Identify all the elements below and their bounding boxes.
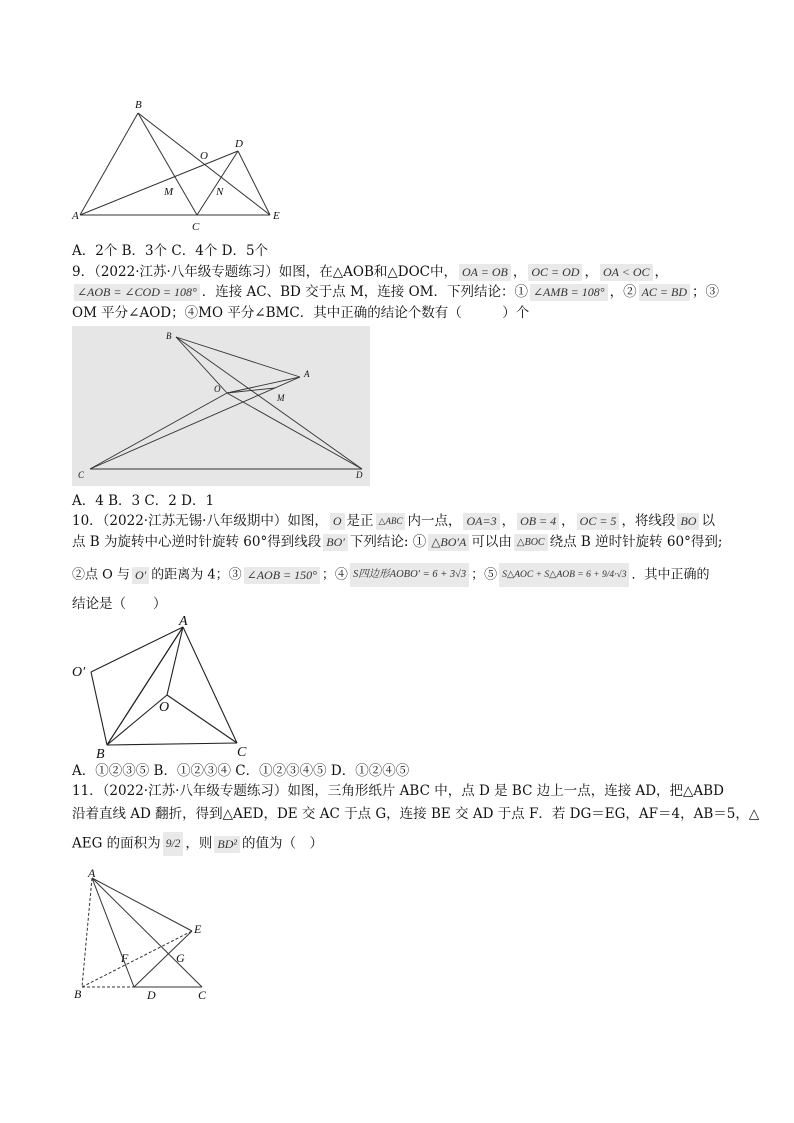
q11-label-c: C xyxy=(198,988,207,1002)
q9-geometry-diagram xyxy=(72,326,370,486)
q10-text-1c: 内一点， xyxy=(407,513,462,529)
q10-math-abc: △ABC xyxy=(376,513,406,530)
q10-line-4: 结论是（ ） xyxy=(72,596,167,612)
q8-label-m: M xyxy=(164,186,174,198)
q9-label-b: B xyxy=(166,331,172,341)
q10-label-a: A xyxy=(179,614,188,629)
q10-math-ob: OB = 4 xyxy=(517,513,559,530)
q10-math-angle-aob: ∠AOB = 150° xyxy=(244,567,320,584)
q8-options: A．2个 B．3个 C．4个 D．5个 xyxy=(72,243,269,259)
q9-label-c: C xyxy=(78,470,85,480)
q11-text-3c: 的值为（ ） xyxy=(241,835,323,852)
q10-label-b: B xyxy=(96,747,105,762)
q10-math-oc: OC = 5 xyxy=(577,513,620,530)
q9-label-o: O xyxy=(214,384,221,394)
q11-label-g: G xyxy=(176,951,185,965)
q10-line-1: 10．（2022·江苏无锡·八年级期中）如图， O 是正 △ABC 内一点， OA=3 ， OB = 4 ， OC = 5 ，将线段 BO 以 xyxy=(72,513,715,529)
q10-line-2 xyxy=(72,533,722,551)
q11-line-2: 沿着直线 AD 翻折，得到△AED，DE 交 AC 于点 G，连接 BE 交 AD 于点 F．若 DG＝EG，AF＝4，AB＝5，△ xyxy=(72,806,760,822)
q9-math-amb: ∠AMB = 108° xyxy=(530,284,608,301)
q9-label-m: M xyxy=(277,393,285,403)
q11-line-3 xyxy=(72,832,323,856)
q11-label-d: D xyxy=(147,988,156,1002)
q10-text-1b: 是正 xyxy=(346,513,374,529)
q10-label-o-prime: O′ xyxy=(72,665,86,680)
q10-line-3 xyxy=(72,563,710,587)
q9-line-3: OM 平分∠AOD；④MO 平分∠BMC．其中正确的结论个数有（ ）个 xyxy=(72,305,530,321)
q9-figure xyxy=(72,326,370,486)
q9-math-oc-od: OC = OD xyxy=(528,264,582,281)
q11-figure xyxy=(70,865,220,1005)
q10-text-3e: ．其中正确的 xyxy=(631,567,710,583)
q9-text-2b: ，② xyxy=(609,284,637,300)
q8-label-a: A xyxy=(72,210,79,222)
q10-text-3a: ②点 O 与 xyxy=(72,567,130,583)
q10-text-3d: ；⑤ xyxy=(471,567,498,583)
q9-math-angles: ∠AOB = ∠COD = 108° xyxy=(74,284,200,301)
q10-text-1e: 以 xyxy=(701,513,715,529)
q11-label-b: B xyxy=(74,987,82,1001)
q11-label-e: E xyxy=(194,922,202,936)
q10-math-o-prime: O′ xyxy=(132,567,149,584)
q9-label-d: D xyxy=(356,470,363,480)
q10-text-2c: 可以由 xyxy=(471,534,512,550)
q10-math-bo-prime: BO′ xyxy=(323,534,348,551)
q10-math-area-quad: S四边形AOBO′ = 6 + 3√3 xyxy=(350,563,469,587)
q11-math-bd-squared: BD² xyxy=(214,836,240,853)
q9-text-2c: ；③ xyxy=(692,284,720,300)
q9-math-ac-bd: AC = BD xyxy=(639,284,690,301)
q10-text-2b: 下列结论: ① xyxy=(349,534,427,550)
q11-geometry-diagram xyxy=(70,865,220,1005)
q8-label-o: O xyxy=(200,150,208,162)
q9-stem-text: 9．（2022·江苏·八年级专题练习）如图，在△AOB和△DOC中， xyxy=(72,264,457,280)
q9-line-1: 9．（2022·江苏·八年级专题练习）如图，在△AOB和△DOC中， OA = OB ， OC = OD ， OA < OC ， xyxy=(72,264,669,280)
q11-line-1: 11．（2022·江苏·八年级专题练习）如图，三角形纸片 ABC 中，点 D 是 BC 边上一点，连接 AD，把△ABD xyxy=(72,783,724,799)
q10-text-2a: 点 B 为旋转中心逆时针旋转 60°得到线段 xyxy=(72,534,322,550)
q10-text-3b: 的距离为 4；③ xyxy=(151,567,242,583)
q10-text-1d: ，将线段 xyxy=(621,513,676,529)
q8-label-n: N xyxy=(216,186,224,198)
q10-geometry-diagram xyxy=(70,614,260,762)
q10-label-o: O xyxy=(159,700,170,715)
q10-options: A．①②③⑤ B．①②③④ C．①②③④⑤ D．①②④⑤ xyxy=(72,763,410,779)
q10-math-tri-boc: △BOC xyxy=(514,534,548,551)
q10-stem-text: 10．（2022·江苏无锡·八年级期中）如图， xyxy=(72,513,328,529)
q11-label-f: F xyxy=(121,951,129,965)
q8-figure xyxy=(70,95,290,235)
q8-label-c: C xyxy=(192,221,200,233)
q10-math-area-sum: S△AOC + S△AOB = 6 + 9/4·√3 xyxy=(499,563,629,587)
q9-label-a: A xyxy=(304,369,310,379)
q8-label-d: D xyxy=(235,138,243,150)
q10-text-2d: 绕点 B 逆时针旋转 60°得到; xyxy=(549,534,723,550)
q9-math-oa-lt-oc: OA < OC xyxy=(600,264,653,281)
q10-math-o: O xyxy=(330,513,345,530)
q10-figure xyxy=(70,614,260,762)
q11-math-area: 9/2 xyxy=(163,832,184,856)
q11-text-3b: ，则 xyxy=(185,835,213,852)
q10-math-tri-boa: △BO′A xyxy=(428,534,469,551)
q10-text-3c: ；④ xyxy=(321,567,348,583)
q8-geometry-diagram xyxy=(70,95,290,235)
q9-math-oa-ob: OA = OB xyxy=(459,264,511,281)
q9-line-2 xyxy=(72,283,719,301)
q9-options: A．4 B．3 C．2 D．1 xyxy=(72,493,215,509)
q9-text-2a: ．连接 AC、BD 交于点 M，连接 OM．下列结论：① xyxy=(201,284,528,300)
q11-text-3a: AEG 的面积为 xyxy=(72,835,161,852)
q11-label-a: A xyxy=(88,866,96,880)
q8-label-e: E xyxy=(273,210,280,222)
q10-math-bo: BO xyxy=(677,513,699,530)
q8-label-b: B xyxy=(135,99,142,111)
q10-math-oa: OA=3 xyxy=(463,513,499,530)
q10-label-c: C xyxy=(237,745,247,760)
